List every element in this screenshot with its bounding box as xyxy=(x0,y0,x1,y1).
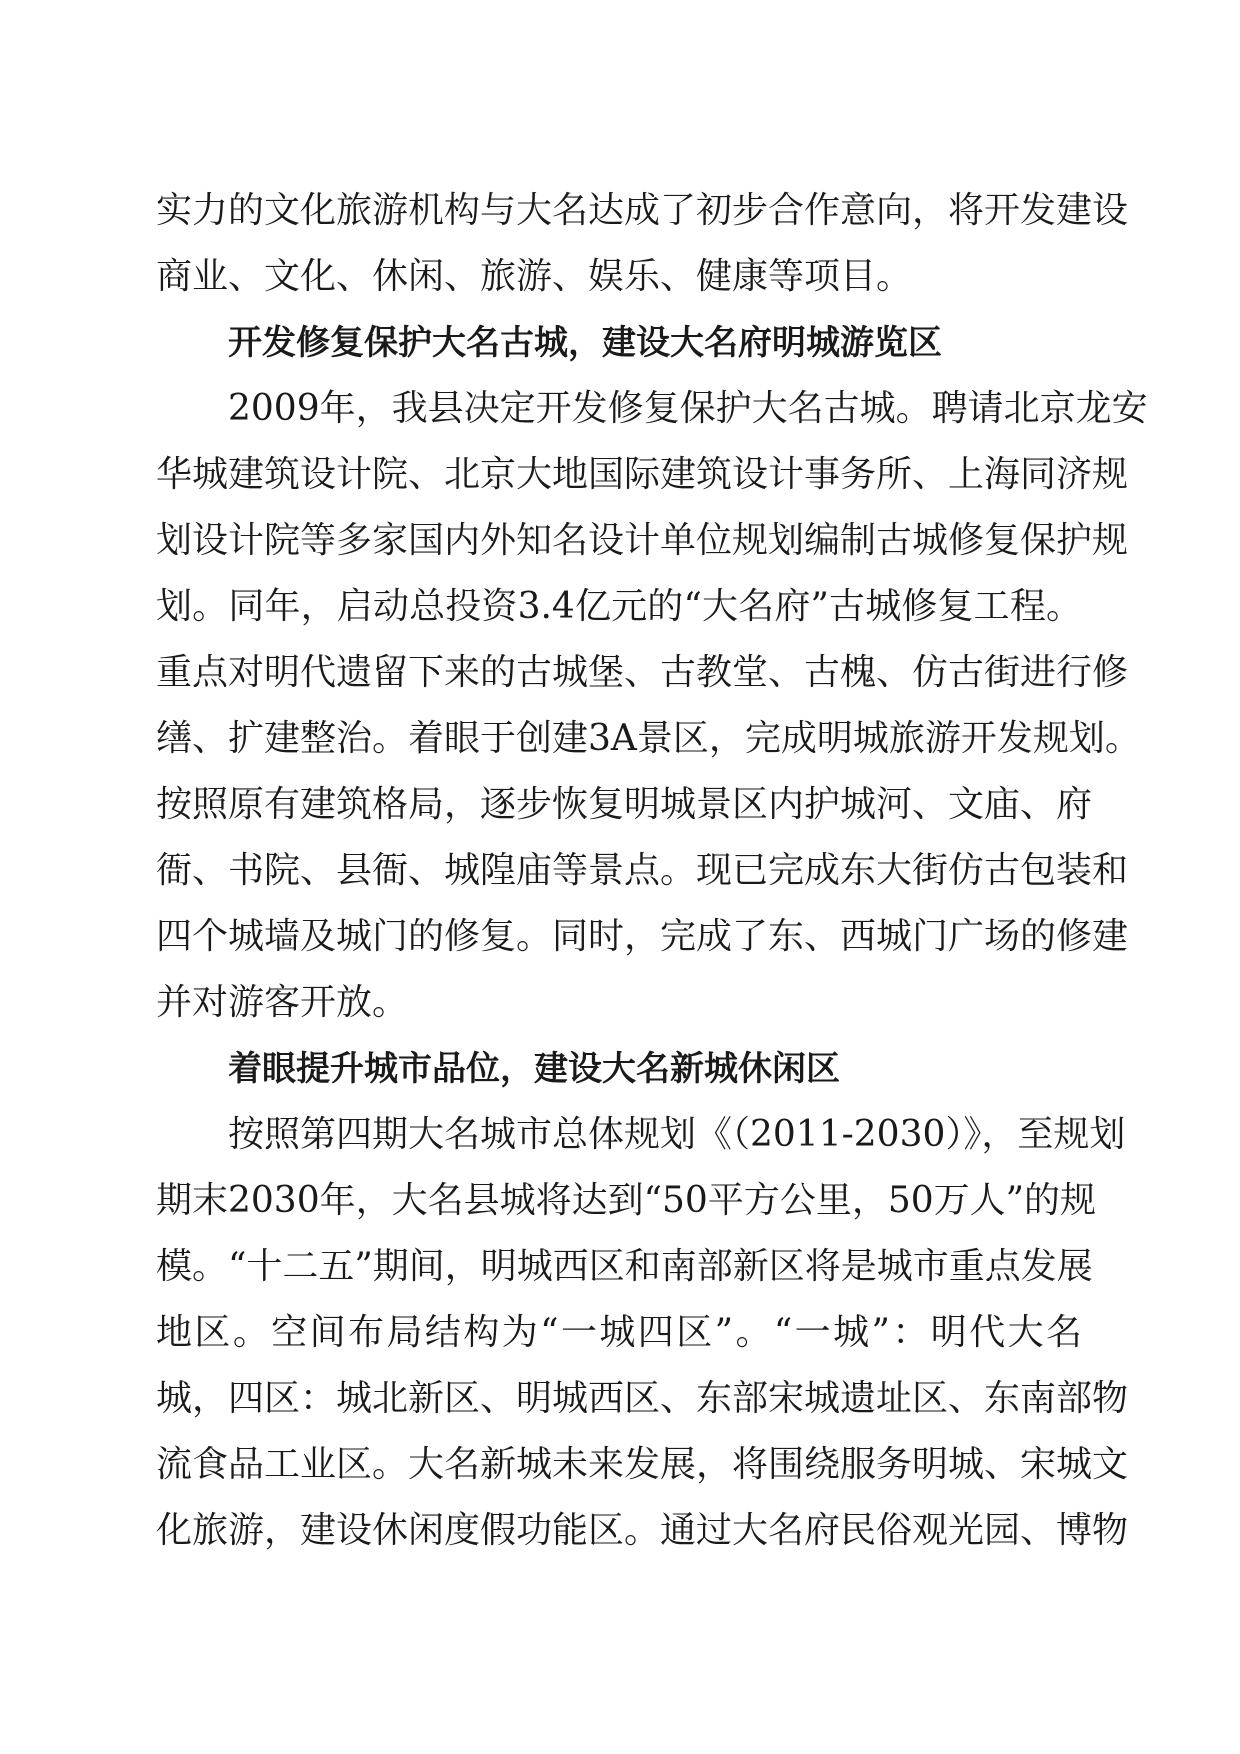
paragraph-line: 缮、扩建整治。着眼于创建3A景区，完成明城旅游开发规划。 xyxy=(156,718,1141,759)
paragraph-line: 地区。空间布局结构为“一城四区”。“一城”：明代大名 xyxy=(156,1312,1082,1353)
paragraph-line: 四个城墙及城门的修复。同时，完成了东、西城门广场的修建 xyxy=(156,916,1129,957)
paragraph-line: 模。“十二五”期间，明城西区和南部新区将是城市重点发展 xyxy=(156,1246,1093,1287)
paragraph-line: 2009年，我县决定开发修复保护大名古城。聘请北京龙安 xyxy=(228,388,1148,429)
paragraph-line: 划设计院等多家国内外知名设计单位规划编制古城修复保护规 xyxy=(156,520,1129,561)
paragraph-line: 城，四区：城北新区、明城西区、东部宋城遗址区、东南部物 xyxy=(156,1378,1129,1419)
paragraph-line: 流食品工业区。大名新城未来发展，将围绕服务明城、宋城文 xyxy=(156,1444,1129,1485)
paragraph-line: 按照第四期大名城市总体规划《（2011-2030）》，至规划 xyxy=(228,1114,1126,1155)
section-heading: 着眼提升城市品位，建设大名新城休闲区 xyxy=(228,1049,840,1089)
section-heading: 开发修复保护大名古城，建设大名府明城游览区 xyxy=(228,323,942,363)
paragraph-line: 化旅游，建设休闲度假功能区。通过大名府民俗观光园、博物 xyxy=(156,1510,1129,1551)
paragraph-line: 华城建筑设计院、北京大地国际建筑设计事务所、上海同济规 xyxy=(156,454,1129,495)
paragraph-line: 衙、书院、县衙、城隍庙等景点。现已完成东大街仿古包装和 xyxy=(156,850,1129,891)
paragraph-line: 商业、文化、休闲、旅游、娱乐、健康等项目。 xyxy=(156,256,913,297)
paragraph-line: 实力的文化旅游机构与大名达成了初步合作意向，将开发建设 xyxy=(156,190,1129,231)
paragraph-line: 重点对明代遗留下来的古城堡、古教堂、古槐、仿古街进行修 xyxy=(156,652,1129,693)
paragraph-line: 划。同年，启动总投资3.4亿元的“大名府”古城修复工程。 xyxy=(156,586,1082,627)
paragraph-line: 并对游客开放。 xyxy=(156,982,409,1023)
paragraph-line: 按照原有建筑格局，逐步恢复明城景区内护城河、文庙、府 xyxy=(156,784,1093,825)
paragraph-line: 期末2030年，大名县城将达到“50平方公里，50万人”的规 xyxy=(156,1180,1097,1221)
